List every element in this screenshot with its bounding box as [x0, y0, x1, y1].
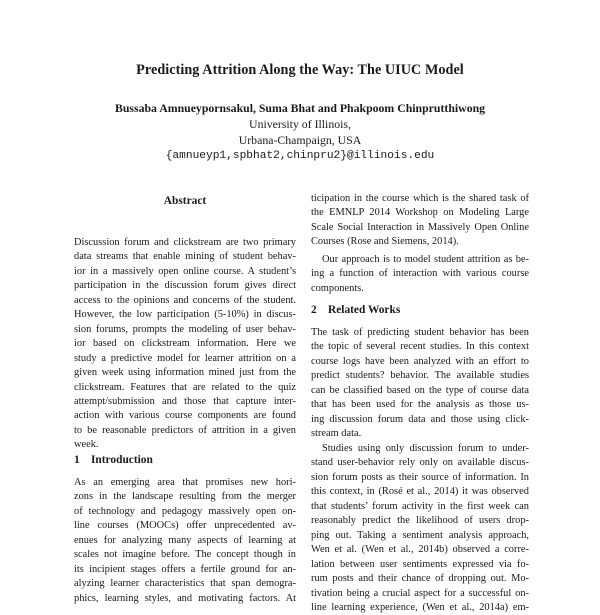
- abstract-line: week.: [74, 439, 99, 451]
- text-line: alyzing learner characteristics that span demogra-: [74, 578, 296, 590]
- text-line: zons in the landscape resulting from the merger: [74, 491, 296, 503]
- affiliation-location: Urbana-Champaign, USA: [238, 133, 362, 147]
- related-works-paragraph-2: [311, 442, 529, 615]
- text-line: stream data.: [311, 428, 362, 440]
- text-line: rum posts and their chance of dropping out. Mo-: [311, 573, 529, 585]
- section-heading-related-works: [311, 304, 400, 316]
- section-title: Related Works: [328, 304, 401, 316]
- text-line: ping out. Taking a sentiment analysis approach,: [311, 529, 529, 541]
- related-works-paragraph-1: [311, 326, 529, 442]
- section-heading-introduction: [74, 454, 153, 466]
- text-line: As an emerging area that promises new hori-: [74, 477, 296, 488]
- approach-paragraph: [311, 253, 529, 296]
- section-title: Introduction: [91, 454, 153, 466]
- abstract-line: However, the low participation (5-10%) in discus-: [74, 309, 296, 321]
- text-line: The task of predicting student behavior has been: [311, 327, 529, 338]
- author-emails: {amnueyp1,spbhat2,chinpru2}@illinois.edu: [165, 150, 435, 162]
- abstract-line: participation in the discussion forum gives direct: [74, 280, 296, 292]
- text-line: Courses (Rose and Siemens, 2014).: [311, 236, 459, 248]
- text-line: predict students? behavior. The available studies: [311, 370, 529, 382]
- abstract-line: clickstream. Features that are related to the quiz: [74, 381, 296, 393]
- abstract-line: sion forums, prompts the modeling of user behav-: [74, 323, 296, 335]
- affiliation-university: University of Illinois,: [249, 117, 351, 131]
- introduction-paragraph: [74, 476, 296, 606]
- text-line: stand user-behavior rely only on available discus-: [311, 457, 529, 469]
- text-line: phics, learning styles, and motivating factors. At: [74, 592, 296, 604]
- text-line: sion forum posts as their source of information. In: [311, 471, 529, 483]
- abstract-line: study a predictive model for learner attrition on a: [74, 352, 296, 364]
- text-line: Studies using only discussion forum to under-: [322, 443, 529, 454]
- text-line: reasonably predict the likelihood of users drop-: [311, 515, 529, 527]
- abstract-heading: Abstract: [163, 195, 207, 207]
- abstract-line: ior based on clickstream information. Here we: [74, 338, 296, 350]
- text-line: Wen et al. (Wen et al., 2014b) observed a corre-: [311, 544, 529, 556]
- text-line: ing discussion forum data and those using click-: [311, 413, 529, 425]
- abstract-line: attempt/submission and those that capture inter-: [74, 395, 296, 407]
- text-line: this context, in (Rosé et al., 2014) it was observed: [311, 486, 529, 498]
- text-line: of technology and pedagogy massively open on-: [74, 505, 296, 517]
- text-line: line learning experience, (Wen et al., 2014a) em-: [311, 601, 529, 613]
- paper-title: Predicting Attrition Along the Way: The UIUC Model: [136, 62, 464, 78]
- section-number: 2: [311, 304, 317, 316]
- text-line: the EMNLP 2014 Workshop on Modeling Large: [311, 207, 529, 219]
- text-line: components.: [311, 282, 364, 294]
- abstract-body: [74, 236, 296, 453]
- abstract-line: ior in a massively open online course. A student’s: [74, 265, 296, 277]
- text-line: can be classified based on the type of course data: [311, 384, 529, 396]
- abstract-line: action with various course components are found: [74, 410, 296, 422]
- abstract-line: Discussion forum and clickstream are two primary: [74, 237, 296, 248]
- text-line: that students’ forum activity in the first week can: [311, 500, 529, 512]
- abstract-line: access to the opinions and concerns of the student.: [74, 294, 296, 306]
- author-block: [0, 100, 600, 164]
- text-line: tivation being a crucial aspect for a successful on-: [311, 587, 529, 599]
- text-line: the topic of several recent studies. In this context: [311, 341, 529, 353]
- text-line: Our approach is to model student attrition as be-: [322, 254, 529, 265]
- abstract-line: data streams that enable mining of student behav-: [74, 251, 296, 263]
- text-line: course logs have been analyzed with an effort to: [311, 355, 529, 367]
- text-line: line courses (MOOCs) offer unprecedented av-: [74, 520, 296, 532]
- section-number: 1: [74, 454, 80, 466]
- text-line: ticipation in the course which is the shared task of: [311, 193, 529, 204]
- text-line: ing a function of interaction with various course: [311, 268, 529, 280]
- text-line: its incipient stages offers a fertile ground for an-: [74, 563, 296, 575]
- text-line: scales not imagine before. The concept though in: [74, 549, 296, 561]
- abstract-line: to be reasonable predictors of attrition in a given: [74, 424, 296, 436]
- text-line: enues for analyzing many aspects of learning at: [74, 534, 296, 546]
- abstract-line: given week using information mined just from the: [74, 367, 296, 379]
- introduction-continuation: [311, 192, 529, 250]
- authors: Bussaba Amnueypornsakul, Suma Bhat and Phakpoom Chinprutthiwong: [114, 101, 486, 115]
- text-line: Scale Social Interaction in Massively Open Online: [311, 221, 529, 233]
- text-line: that has been used for the analysis as those us-: [311, 399, 529, 411]
- text-line: lation between user sentiments expressed via fo-: [311, 558, 529, 570]
